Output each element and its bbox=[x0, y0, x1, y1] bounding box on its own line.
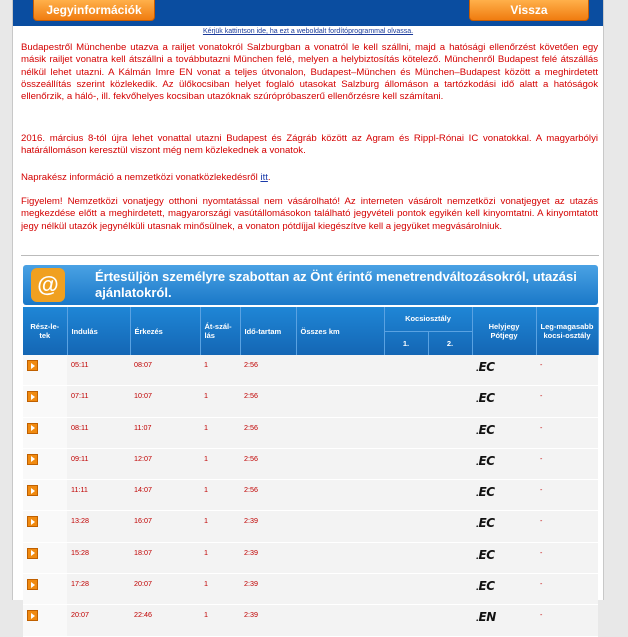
expand-arrow-icon[interactable] bbox=[27, 485, 38, 496]
total-km bbox=[296, 355, 384, 386]
col-departure: Indulás bbox=[67, 307, 130, 355]
seat-ticket-cell bbox=[472, 480, 536, 511]
train-type-icon: . EC bbox=[476, 516, 495, 530]
duration: 2:39 bbox=[240, 574, 296, 605]
train-type-icon: . EC bbox=[476, 423, 495, 437]
departure-time: 09:11 bbox=[67, 448, 130, 479]
car-class-label: Kocsiosztály bbox=[385, 307, 472, 332]
col-class-2: 2. bbox=[446, 338, 454, 348]
seat-ticket-cell bbox=[472, 448, 536, 479]
train-type-icon: . EC bbox=[476, 579, 495, 593]
train-type-icon: . EN bbox=[476, 610, 496, 624]
notice-railjet-text: Budapestről Münchenbe utazva a railjet vonatokról Salzburgban a vonatról le kell szállni, majd a hatósági ellenőrzést követően egy másik railjet vonatra kell átszállni a továbbutazni München felé, melyen a helybiztosítás kötelező. Münchenről Budapest felé átszállás nélkül lehet utazni. A Kálmán Imre EN vonat a teljes útvonalon, Budapest–München és München–Budapest között a meghirdetett összeállítás szerint közlekedik. Az ülőkocsiban helyet foglaló utasokat Salzburg állomáson a tartózkodási idő alatt a hatóságok ellenőrzik, a háló-, ill. fekvőhelyes kocsiban utazóknak szúrópróbaszerű ellenőrzésre kell számítani. bbox=[21, 42, 598, 103]
table-row[interactable] bbox=[23, 448, 598, 479]
total-km bbox=[296, 386, 384, 417]
departure-time: 15:28 bbox=[67, 542, 130, 573]
total-km bbox=[296, 605, 384, 636]
highest-class: - bbox=[536, 448, 598, 479]
transfers-count: 1 bbox=[200, 574, 240, 605]
car-class-cell bbox=[384, 417, 472, 448]
duration: 2:56 bbox=[240, 448, 296, 479]
transfers-count: 1 bbox=[200, 542, 240, 573]
arrival-time: 18:07 bbox=[130, 542, 200, 573]
highest-class: - bbox=[536, 386, 598, 417]
ticket-info-button[interactable]: Jegyinformációk bbox=[33, 0, 155, 21]
train-type-icon: . EC bbox=[476, 485, 495, 499]
notice-international-end: . bbox=[267, 172, 271, 183]
seat-ticket-cell bbox=[472, 605, 536, 636]
train-type-icon: . EC bbox=[476, 548, 495, 562]
table-row[interactable] bbox=[23, 480, 598, 511]
train-type-icon: . EC bbox=[476, 360, 495, 374]
car-class-cell bbox=[384, 574, 472, 605]
departure-time: 13:28 bbox=[67, 511, 130, 542]
timetable bbox=[23, 307, 599, 637]
details-cell bbox=[23, 417, 67, 448]
table-row[interactable] bbox=[23, 386, 598, 417]
arrival-time: 22:46 bbox=[130, 605, 200, 636]
seat-ticket-cell bbox=[472, 355, 536, 386]
expand-arrow-icon[interactable] bbox=[27, 454, 38, 465]
expand-arrow-icon[interactable] bbox=[27, 516, 38, 527]
table-row[interactable] bbox=[23, 574, 598, 605]
col-duration: Idő-tartam bbox=[240, 307, 296, 355]
total-km bbox=[296, 574, 384, 605]
duration: 2:39 bbox=[240, 511, 296, 542]
table-row[interactable] bbox=[23, 417, 598, 448]
car-class-cell bbox=[384, 605, 472, 636]
seat-ticket-cell bbox=[472, 511, 536, 542]
notice-international bbox=[21, 172, 598, 184]
highest-class: - bbox=[536, 417, 598, 448]
seat-ticket-cell bbox=[472, 417, 536, 448]
notice-international-text bbox=[21, 172, 598, 184]
col-details: Rész-le-tek bbox=[23, 307, 67, 355]
expand-arrow-icon[interactable] bbox=[27, 610, 38, 621]
notice-international-label: Naprakész információ a nemzetközi vonatközlekedésről bbox=[21, 172, 261, 183]
back-button[interactable]: Vissza bbox=[469, 0, 589, 21]
departure-time: 20:07 bbox=[67, 605, 130, 636]
notice-railjet bbox=[21, 42, 598, 103]
arrival-time: 14:07 bbox=[130, 480, 200, 511]
notice-print-warning-text: Figyelem! Nemzetközi vonatjegy otthoni nyomtatással nem vásárolható! Az interneten vásárolt nemzetközi vonatjegyet az utazás megkezdése előtt a meghirdetett, magyarországi vasútállomásokon található jegyvételi pontok egyikén kell kinyomtatni. A kinyomtatott jegy nélkül utazók jegynélküli utasnak minősülnek, a vonaton pótdíjjal kiegészítve kell a jegyüket megvásárolniuk. bbox=[21, 196, 598, 232]
duration: 2:39 bbox=[240, 542, 296, 573]
total-km bbox=[296, 417, 384, 448]
arrival-time: 08:07 bbox=[130, 355, 200, 386]
translate-note-link[interactable]: Kérjük kattintson ide, ha ezt a weboldalt fordítóprogrammal olvassa. bbox=[202, 28, 414, 35]
arrival-time: 16:07 bbox=[130, 511, 200, 542]
train-type-icon: . EC bbox=[476, 391, 495, 405]
transfers-count: 1 bbox=[200, 511, 240, 542]
table-row[interactable] bbox=[23, 542, 598, 573]
duration: 2:56 bbox=[240, 355, 296, 386]
seat-ticket-cell bbox=[472, 386, 536, 417]
details-cell bbox=[23, 574, 67, 605]
highest-class: - bbox=[536, 511, 598, 542]
departure-time: 17:28 bbox=[67, 574, 130, 605]
notice-zagreb-text: 2016. március 8-tól újra lehet vonattal utazni Budapest és Zágráb között az Agram és Rippl-Rónai IC vonatokkal. A magyarbólyi határállomáson keresztül viszont még nem közlekednek a vonatok. bbox=[21, 133, 598, 157]
departure-time: 08:11 bbox=[67, 417, 130, 448]
col-highest-class: Leg-magasabb kocsi-osztály bbox=[536, 307, 598, 355]
divider bbox=[21, 255, 599, 256]
total-km bbox=[296, 480, 384, 511]
details-cell bbox=[23, 355, 67, 386]
top-bar bbox=[13, 0, 603, 26]
expand-arrow-icon[interactable] bbox=[27, 391, 38, 402]
duration: 2:56 bbox=[240, 417, 296, 448]
col-class-1: 1. bbox=[385, 332, 429, 356]
expand-arrow-icon[interactable] bbox=[27, 423, 38, 434]
duration: 2:39 bbox=[240, 605, 296, 636]
highest-class: - bbox=[536, 574, 598, 605]
transfers-count: 1 bbox=[200, 417, 240, 448]
notification-banner[interactable] bbox=[23, 265, 598, 305]
expand-arrow-icon[interactable] bbox=[27, 579, 38, 590]
col-seat-ticket: Helyjegy Pótjegy bbox=[472, 307, 536, 355]
car-class-cell bbox=[384, 511, 472, 542]
details-cell bbox=[23, 605, 67, 636]
highest-class: - bbox=[536, 355, 598, 386]
transfers-count: 1 bbox=[200, 605, 240, 636]
arrival-time: 20:07 bbox=[130, 574, 200, 605]
table-row[interactable] bbox=[23, 605, 598, 636]
car-class-cell bbox=[384, 386, 472, 417]
expand-arrow-icon[interactable] bbox=[27, 360, 38, 371]
highest-class: - bbox=[536, 542, 598, 573]
notice-zagreb bbox=[21, 133, 598, 158]
total-km bbox=[296, 542, 384, 573]
col-total-km: Összes km bbox=[296, 307, 384, 355]
international-info-link[interactable]: itt bbox=[260, 172, 268, 183]
transfers-count: 1 bbox=[200, 386, 240, 417]
transfers-count: 1 bbox=[200, 448, 240, 479]
banner-text: Értesüljön személyre szabottan az Önt érintő menetrendváltozásokról, utazási ajánlatokról. bbox=[95, 269, 577, 300]
table-row[interactable] bbox=[23, 355, 598, 386]
duration: 2:56 bbox=[240, 386, 296, 417]
col-transfers: Át-szál-lás bbox=[200, 307, 240, 355]
highest-class: - bbox=[536, 605, 598, 636]
arrival-time: 12:07 bbox=[130, 448, 200, 479]
transfers-count: 1 bbox=[200, 355, 240, 386]
col-arrival: Érkezés bbox=[130, 307, 200, 355]
expand-arrow-icon[interactable] bbox=[27, 548, 38, 559]
arrival-time: 11:07 bbox=[130, 417, 200, 448]
notice-print-warning bbox=[21, 196, 598, 233]
car-class-cell bbox=[384, 355, 472, 386]
at-icon: @ bbox=[31, 268, 65, 302]
seat-ticket-cell bbox=[472, 574, 536, 605]
car-class-subcols bbox=[385, 332, 472, 356]
train-type-icon: . EC bbox=[476, 454, 495, 468]
transfers-count: 1 bbox=[200, 480, 240, 511]
details-cell bbox=[23, 542, 67, 573]
car-class-cell bbox=[384, 542, 472, 573]
details-cell bbox=[23, 448, 67, 479]
car-class-cell bbox=[384, 448, 472, 479]
table-header-row bbox=[23, 307, 598, 355]
departure-time: 05:11 bbox=[67, 355, 130, 386]
total-km bbox=[296, 448, 384, 479]
seat-ticket-cell bbox=[472, 542, 536, 573]
car-class-cell bbox=[384, 480, 472, 511]
col-car-class bbox=[384, 307, 472, 355]
table-row[interactable] bbox=[23, 511, 598, 542]
details-cell bbox=[23, 511, 67, 542]
highest-class: - bbox=[536, 480, 598, 511]
total-km bbox=[296, 511, 384, 542]
details-cell bbox=[23, 480, 67, 511]
page bbox=[12, 0, 604, 625]
departure-time: 07:11 bbox=[67, 386, 130, 417]
car-class-group bbox=[385, 307, 472, 355]
departure-time: 11:11 bbox=[67, 480, 130, 511]
details-cell bbox=[23, 386, 67, 417]
duration: 2:56 bbox=[240, 480, 296, 511]
arrival-time: 10:07 bbox=[130, 386, 200, 417]
